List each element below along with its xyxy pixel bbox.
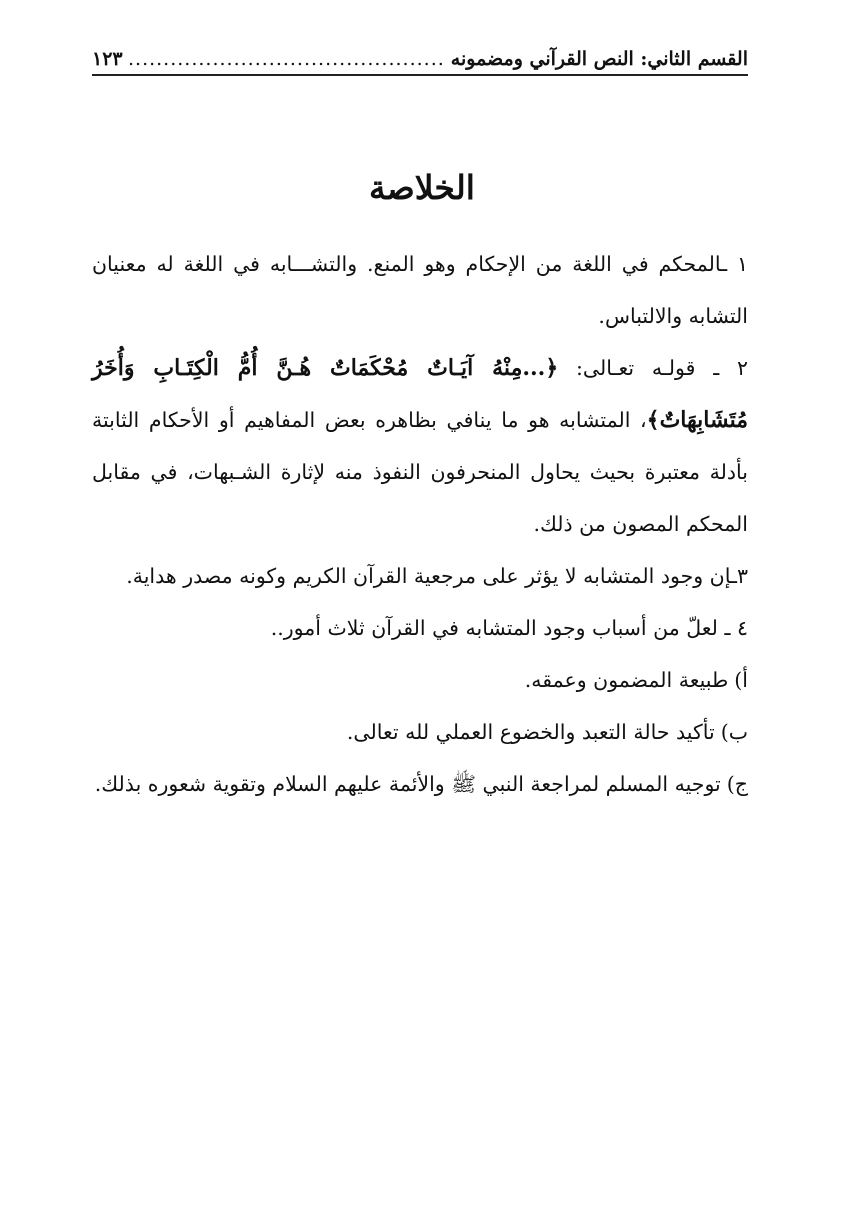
point-lead: قولـه تعـالى: [575, 356, 696, 380]
point-number: ٢ ـ [713, 356, 748, 380]
sub-item-text: طبيعة المضمون وعمقه. [524, 668, 729, 692]
sub-item-label: أ) [734, 668, 748, 692]
header-dot-leader [129, 48, 445, 70]
point-text: إن وجود المتشابه لا يؤثر على مرجعية القرآن الكريم وكونه مصدر هداية. [126, 564, 731, 588]
point-text: لعلّ من أسباب وجود المتشابه في القرآن ثلاث أمور.. [270, 616, 718, 640]
point-text: ، المتشابه هو ما ينافي بظاهره بعض المفاهيم أو الأحكام الثابتة بأدلة معتبرة بحيث يحاول المنحرفون النفوذ منه لإثارة الشـبهات، في مقابل المحكم المصون من ذلك. [92, 408, 748, 536]
point-text: المحكم في اللغة من الإحكام وهو المنع. والتشـــابه في اللغة له معنيان التشابه والالتباس. [92, 252, 748, 328]
summary-point-4 [92, 602, 748, 654]
sub-item-text: تأكيد حالة التعبد والخضوع العملي لله تعالى. [346, 720, 715, 744]
sub-item-label: ب) [720, 720, 748, 744]
sub-item-b [92, 706, 748, 758]
summary-body [92, 238, 748, 810]
sub-item-c [92, 758, 748, 810]
header-rule [92, 74, 748, 76]
point-number: ٣ـ [730, 564, 748, 588]
running-header [92, 38, 748, 70]
summary-point-3 [92, 550, 748, 602]
page-number: ١٢٣ [92, 48, 123, 70]
quran-verse: ﴿...مِنْهُ آيَـاتٌ مُحْكَمَاتٌ هُـنَّ أُمُّ الْكِتَـابِ وَأُخَرُ مُتَشَابِهَاتٌ﴾ [92, 355, 748, 433]
summary-point-1 [92, 238, 748, 342]
point-number: ٤ ـ [724, 616, 748, 640]
summary-point-2 [92, 342, 748, 550]
section-heading: الخلاصة [369, 168, 475, 207]
sub-item-label: ج) [726, 772, 748, 796]
sub-item-a [92, 654, 748, 706]
point-number: ١ ـ [721, 252, 748, 276]
header-section-title: القسم الثاني: النص القرآني ومضمونه [450, 48, 748, 70]
sub-item-text: توجيه المسلم لمراجعة النبي ﷺ والأئمة عليهم السلام وتقوية شعوره بذلك. [94, 772, 721, 796]
